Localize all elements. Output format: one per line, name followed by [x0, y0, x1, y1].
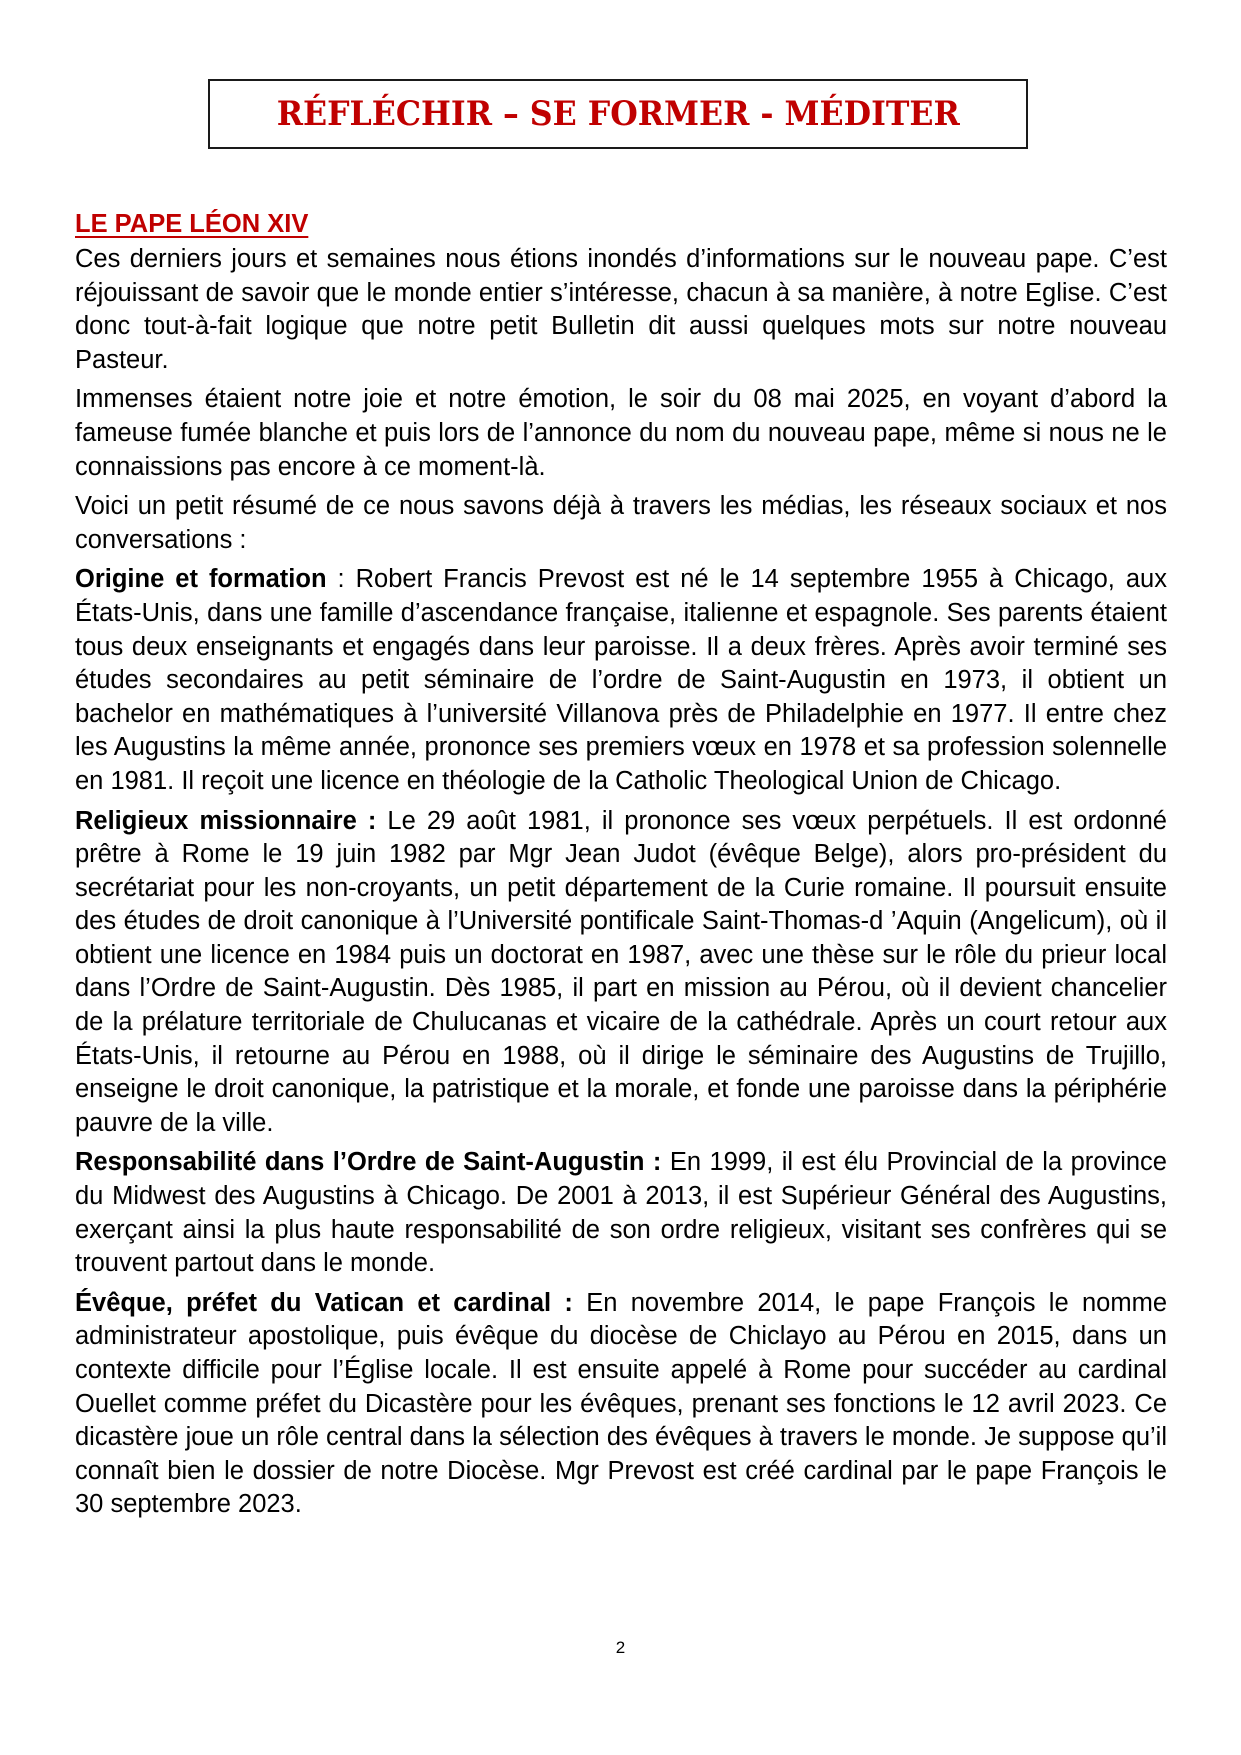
- paragraph-text: Voici un petit résumé de ce nous savons déjà à travers les médias, les réseaux sociaux et nos conversations :: [75, 492, 1167, 554]
- paragraph-intro: [75, 243, 1167, 377]
- paragraph-lead: Évêque, préfet du Vatican et cardinal :: [75, 1288, 573, 1317]
- paragraph-responsabilite: [75, 1146, 1167, 1280]
- paragraph-summary-intro: [75, 490, 1167, 557]
- paragraph-emotion: [75, 383, 1167, 484]
- paragraph-lead: Responsabilité dans l’Ordre de Saint-Augustin :: [75, 1148, 662, 1177]
- section-title: RÉFLÉCHIR – SE FORMER - MÉDITER: [276, 94, 960, 134]
- paragraph-text: : Robert Francis Prevost est né le 14 septembre 1955 à Chicago, aux États-Unis, dans une famille d’ascendance française, italienne et espagnole. Ses parents étaient tous deux enseignants et engagés dans leur paroisse. Il a deux frères. Après avoir terminé ses études secondaires au petit séminaire de l’ordre de Saint-Augustin en 1973, il obtient un bachelor en mathématiques à l’université Villanova près de Philadelphie en 1977. Il entre chez les Augustins la même année, prononce ses premiers vœux en 1978 et sa profession solennelle en 1981. Il reçoit une licence en théologie de la Catholic Theological Union de Chicago.: [75, 565, 1167, 795]
- paragraph-text: Ces derniers jours et semaines nous étions inondés d’informations sur le nouveau pape. C’est réjouissant de savoir que le monde entier s’intéresse, chacun à sa manière, à notre Eglise. C’est donc tout-à-fait logique que notre petit Bulletin dit aussi quelques mots sur notre nouveau Pasteur.: [75, 245, 1167, 374]
- paragraph-eveque-cardinal: [75, 1287, 1167, 1522]
- paragraph-religieux-missionnaire: [75, 805, 1167, 1141]
- paragraph-lead: Religieux missionnaire :: [75, 806, 377, 835]
- paragraph-text: Immenses étaient notre joie et notre émotion, le soir du 08 mai 2025, en voyant d’abord la fameuse fumée blanche et puis lors de l’annonce du nom du nouveau pape, même si nous ne le connaissions pas encore à ce moment-là.: [75, 385, 1167, 481]
- article: [75, 208, 1167, 1528]
- paragraph-origine-formation: [75, 563, 1167, 798]
- article-heading: LE PAPE LÉON XIV: [75, 210, 309, 238]
- section-title-box: [208, 79, 1028, 149]
- page-number: 2: [615, 1638, 626, 1657]
- paragraph-text: En 1999, il est élu Provincial de la province du Midwest des Augustins à Chicago. De 2001 à 2013, il est Supérieur Général des Augustins, exerçant ainsi la plus haute responsabilité de son ordre religieux, visitant ses confrères qui se trouvent partout dans le monde.: [75, 1148, 1167, 1278]
- paragraph-text: Le 29 août 1981, il prononce ses vœux perpétuels. Il est ordonné prêtre à Rome le 19 juin 1982 par Mgr Jean Judot (évêque Belge), alors pro-président du secrétariat pour les non-croyants, un petit département de la Curie romaine. Il poursuit ensuite des études de droit canonique à l’Université pontificale Saint-Thomas-d ’Aquin (Angelicum), où il obtient une licence en 1984 puis un doctorat en 1987, avec une thèse sur le rôle du prieur local dans l’Ordre de Saint-Augustin. Dès 1985, il part en mission au Pérou, où il devient chancelier de la prélature territoriale de Chulucanas et vicaire de la cathédrale. Après un court retour aux États-Unis, il retourne au Pérou en 1988, où il dirige le séminaire des Augustins de Trujillo, enseigne le droit canonique, la patristique et la morale, et fonde une paroisse dans la périphérie pauvre de la ville.: [75, 806, 1167, 1137]
- paragraph-text: En novembre 2014, le pape François le nomme administrateur apostolique, puis évêque du diocèse de Chiclayo au Pérou en 2015, dans un contexte difficile pour l’Église locale. Il est ensuite appelé à Rome pour succéder au cardinal Ouellet comme préfet du Dicastère pour les évêques, prenant ses fonctions le 12 avril 2023. Ce dicastère joue un rôle central dans la sélection des évêques à travers le monde. Je suppose qu’il connaît bien le dossier de notre Diocèse. Mgr Prevost est créé cardinal par le pape François le 30 septembre 2023.: [75, 1288, 1167, 1519]
- paragraph-lead: Origine et formation: [75, 565, 327, 594]
